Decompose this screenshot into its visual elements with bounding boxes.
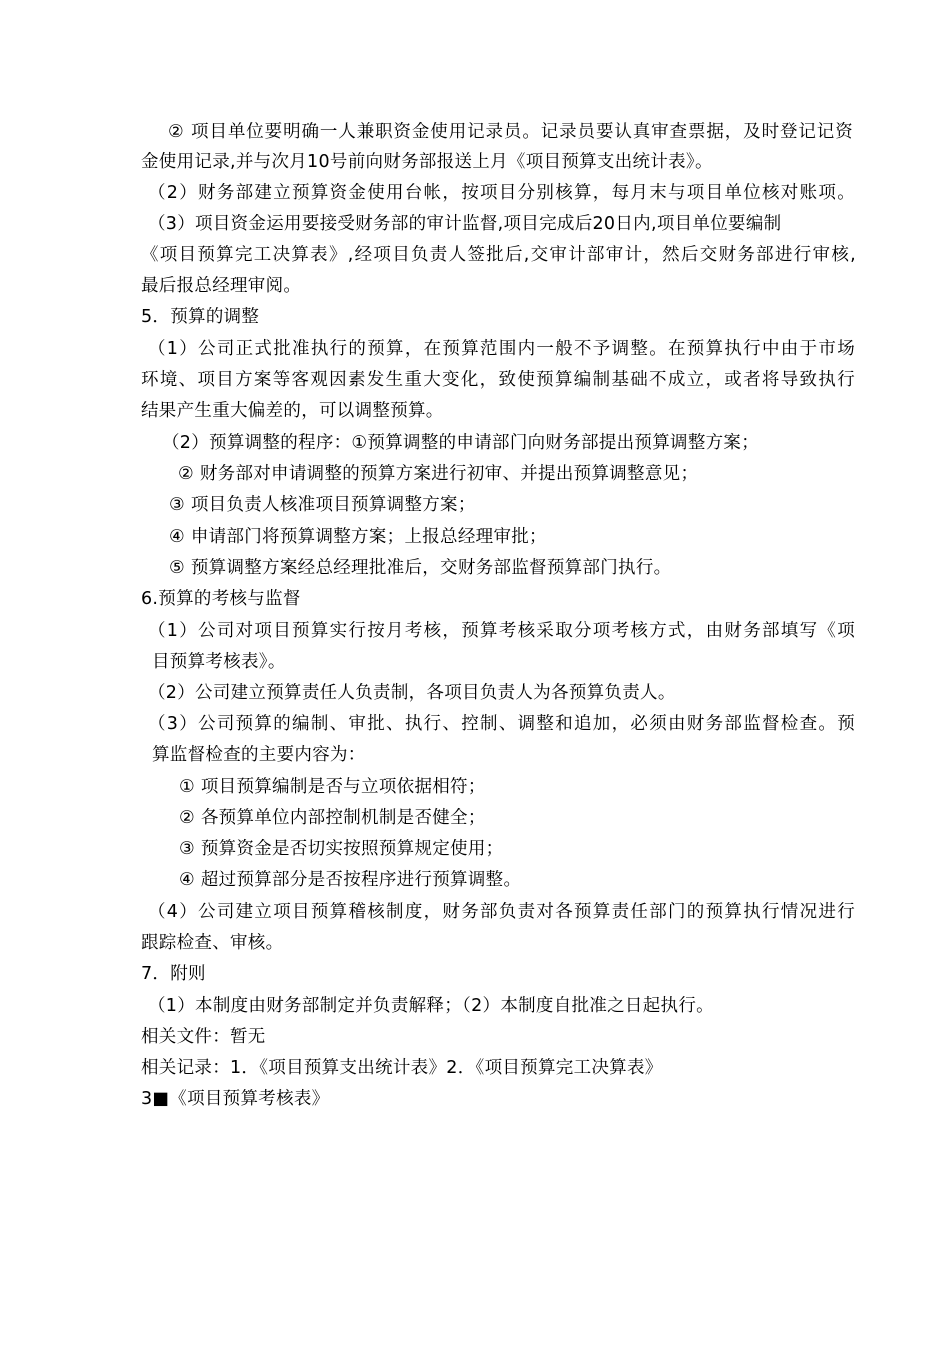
list-item: ④ 申请部门将预算调整方案；上报总经理审批； [169, 527, 547, 547]
paragraph-line: （1）公司对项目预算实行按月考核，预算考核采取分项考核方式，由财务部填写《项 [148, 621, 855, 641]
list-item: ② 各预算单位内部控制机制是否健全； [179, 808, 486, 828]
paragraph-line: 环境、项目方案等客观因素发生重大变化，致使预算编制基础不成立，或者将导致执行 [141, 370, 855, 390]
list-item: ① 项目预算编制是否与立项依据相符； [179, 777, 486, 797]
section-heading: 5．预算的调整 [141, 307, 260, 327]
related-documents: 相关文件：暂无 [141, 1027, 266, 1047]
paragraph-line: 《项目预算完工决算表》,经项目负责人签批后,交审计部审计，然后交财务部进行审核, [141, 245, 856, 265]
related-records: 相关记录：1．《项目预算支出统计表》2．《项目预算完工决算表》 [141, 1058, 663, 1078]
paragraph-line: （2）公司建立预算责任人负责制，各项目负责人为各预算负责人。 [148, 683, 676, 703]
list-item: ③ 预算资金是否切实按照预算规定使用； [179, 839, 504, 859]
paragraph-line: 结果产生重大偏差的，可以调整预算。 [141, 401, 444, 421]
paragraph-line: （2）预算调整的程序：①预算调整的申请部门向财务部提出预算调整方案； [162, 433, 760, 453]
paragraph-line: （1）公司正式批准执行的预算，在预算范围内一般不予调整。在预算执行中由于市场 [148, 339, 855, 359]
paragraph-line: （1）本制度由财务部制定并负责解释；（2）本制度自批准之日起执行。 [148, 996, 714, 1016]
related-records-continued: 3■《项目预算考核表》 [141, 1089, 330, 1109]
list-item: ④ 超过预算部分是否按程序进行预算调整。 [179, 870, 522, 890]
paragraph-line: （4）公司建立项目预算稽核制度，财务部负责对各预算责任部门的预算执行情况进行 [148, 902, 855, 922]
paragraph-line: （3）项目资金运用要接受财务部的审计监督,项目完成后20日内,项目单位要编制 [148, 214, 782, 234]
paragraph-line: （3）公司预算的编制、审批、执行、控制、调整和追加，必须由财务部监督检查。预 [148, 714, 855, 734]
paragraph-line: 算监督检查的主要内容为： [152, 745, 366, 765]
section-heading: 6.预算的考核与监督 [141, 589, 301, 609]
paragraph-line: 最后报总经理审阅。 [141, 276, 302, 296]
paragraph-line: 跟踪检查、审核。 [141, 933, 284, 953]
section-heading: 7．附则 [141, 964, 206, 984]
paragraph-line: （2）财务部建立预算资金使用台帐，按项目分别核算，每月末与项目单位核对账项。 [148, 183, 855, 203]
paragraph-line: ② 项目单位要明确一人兼职资金使用记录员。记录员要认真审查票据，及时登记记资 [168, 122, 853, 142]
list-item: ③ 项目负责人核准项目预算调整方案； [169, 495, 476, 515]
list-item: ② 财务部对申请调整的预算方案进行初审、并提出预算调整意见； [178, 464, 699, 484]
paragraph-line: 金使用记录,并与次月10号前向财务部报送上月《项目预算支出统计表》。 [141, 152, 713, 172]
paragraph-line: 目预算考核表》。 [152, 652, 286, 672]
list-item: ⑤ 预算调整方案经总经理批准后，交财务部监督预算部门执行。 [169, 558, 672, 578]
